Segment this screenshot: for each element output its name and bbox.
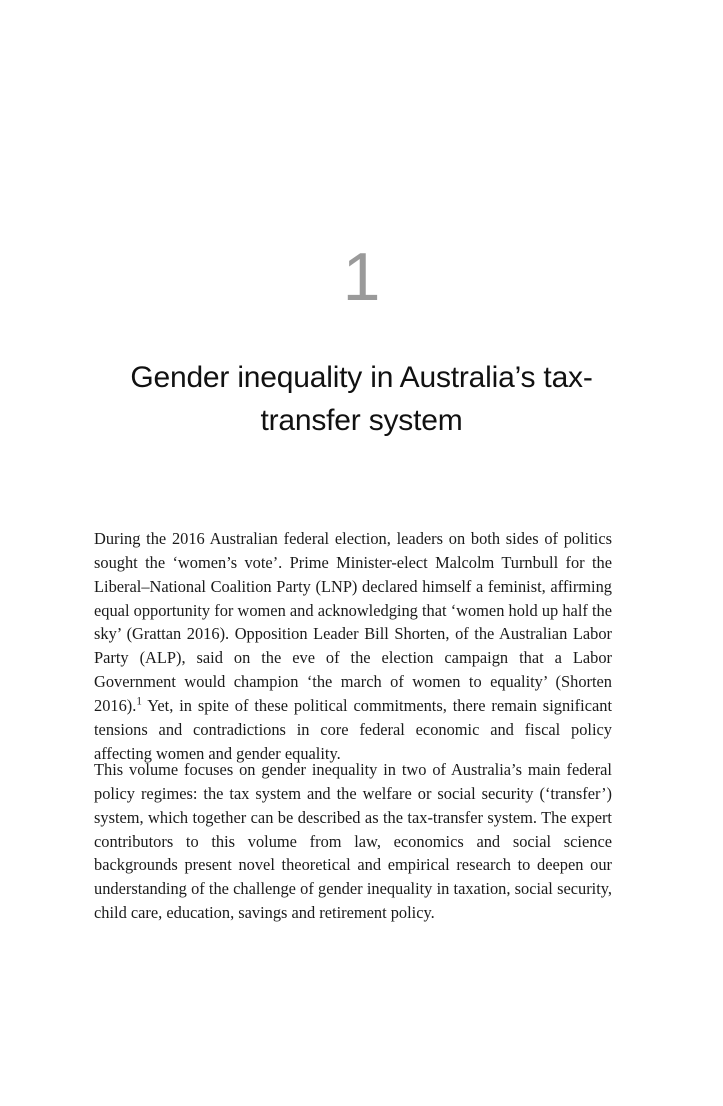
- paragraph-1-text: During the 2016 Australian federal election, leaders on both sides of politics sought the ‘women’s vote’. Prime Minister-elect Malcolm Turnbull for the Liberal–National Coalition Party (LNP) declared himself a feminist, affirming equal opportunity for women and acknowledging that ‘women hold up half the sky’ (Grattan 2016). Opposition Leader Bill Shorten, of the Australian Labor Party (ALP), said on the eve of the election campaign that a Labor Government would champion ‘the march of women to equality’ (Shorten 2016).: [94, 529, 612, 716]
- footnote-reference: 1: [136, 695, 142, 708]
- paragraph-1-continuation: Yet, in spite of these political commitments, there remain significant tensions and contradictions in core federal economic and fiscal policy affecting women and gender equality.: [94, 696, 612, 763]
- chapter-number: 1: [342, 239, 381, 315]
- paragraph-2-text: This volume focuses on gender inequality in two of Australia’s main federal policy regimes: the tax system and the welfare or social security (‘transfer’) system, which together can be described as the tax-transfer system. The expert contributors to this volume from law, economics and social science backgrounds present novel theoretical and empirical research to deepen our understanding of the challenge of gender inequality in taxation, social security, child care, education, savings and retirement policy.: [94, 760, 612, 923]
- body-paragraph-1: [94, 527, 612, 766]
- body-paragraph-2: [94, 758, 612, 925]
- page-title: Gender inequality in Australia’s tax-transfer system: [130, 361, 593, 437]
